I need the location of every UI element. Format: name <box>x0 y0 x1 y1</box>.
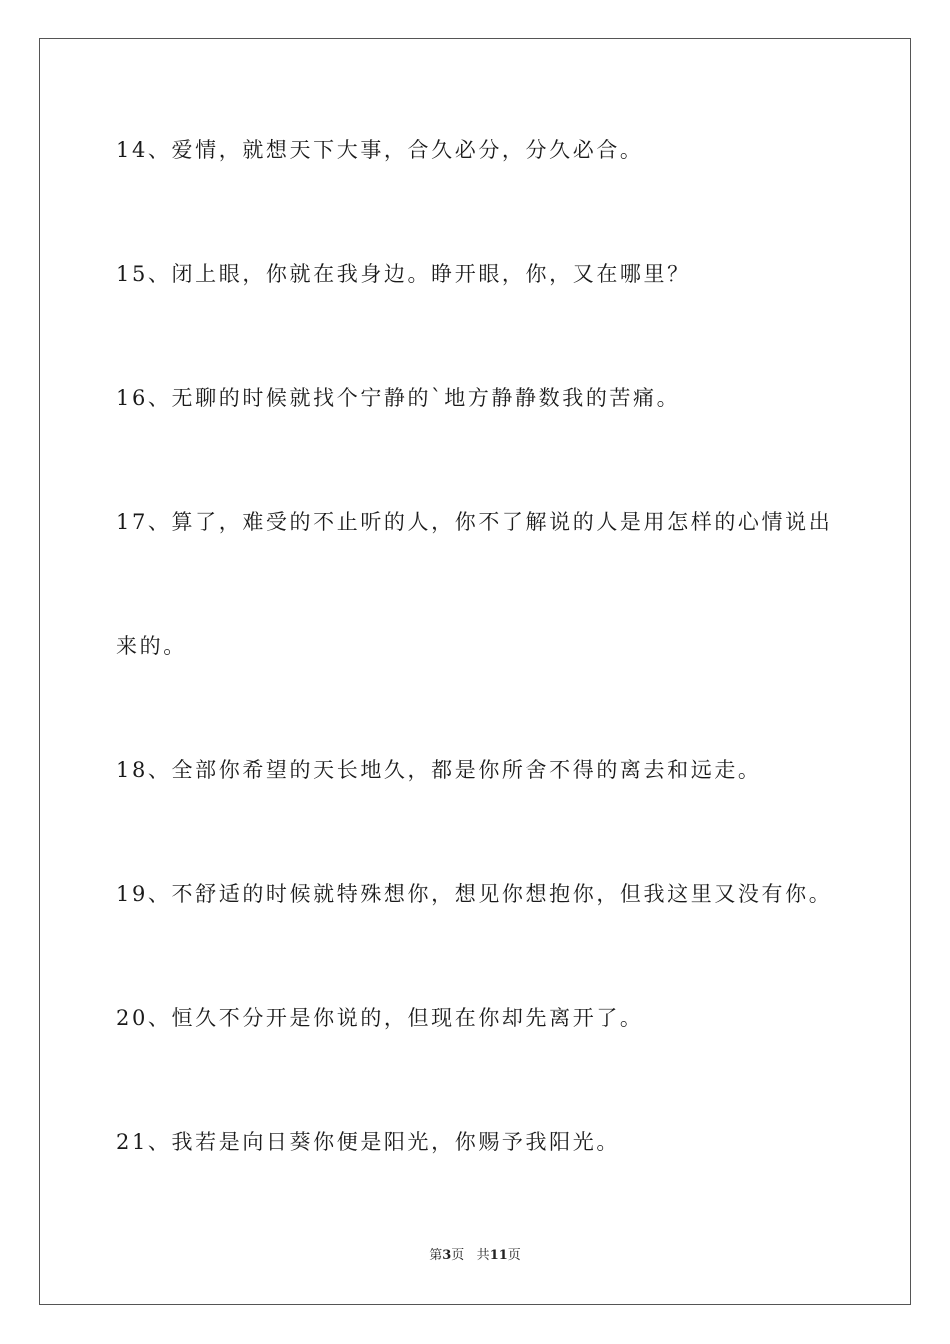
text-line-19: 19、不舒适的时候就特殊想你，想见你想抱你，但我这里又没有你。 <box>116 882 833 906</box>
page-border <box>39 38 911 1305</box>
page-footer <box>0 1247 950 1265</box>
text-line-18: 18、全部你希望的天长地久，都是你所舍不得的离去和远走。 <box>116 758 762 782</box>
total-suffix: 页 <box>507 1248 521 1263</box>
total-prefix: 共 <box>476 1248 490 1263</box>
text-line-20: 20、恒久不分开是你说的，但现在你却先离开了。 <box>116 1006 644 1030</box>
text-line-17-continued: 来的。 <box>116 634 187 658</box>
page-prefix: 第 <box>429 1248 443 1263</box>
text-line-21: 21、我若是向日葵你便是阳光，你赐予我阳光。 <box>116 1130 620 1154</box>
text-line-15: 15、闭上眼，你就在我身边。睁开眼，你，又在哪里？ <box>116 262 691 286</box>
text-line-17: 17、算了，难受的不止听的人，你不了解说的人是用怎样的心情说出 <box>116 510 833 534</box>
text-line-16: 16、无聊的时候就找个宁静的`地方静静数我的苦痛。 <box>116 386 681 410</box>
page-number: 3 <box>442 1248 452 1263</box>
total-pages: 11 <box>489 1248 508 1263</box>
page-suffix: 页 <box>451 1248 465 1263</box>
text-line-14: 14、爱情，就想天下大事，合久必分，分久必合。 <box>116 138 644 162</box>
